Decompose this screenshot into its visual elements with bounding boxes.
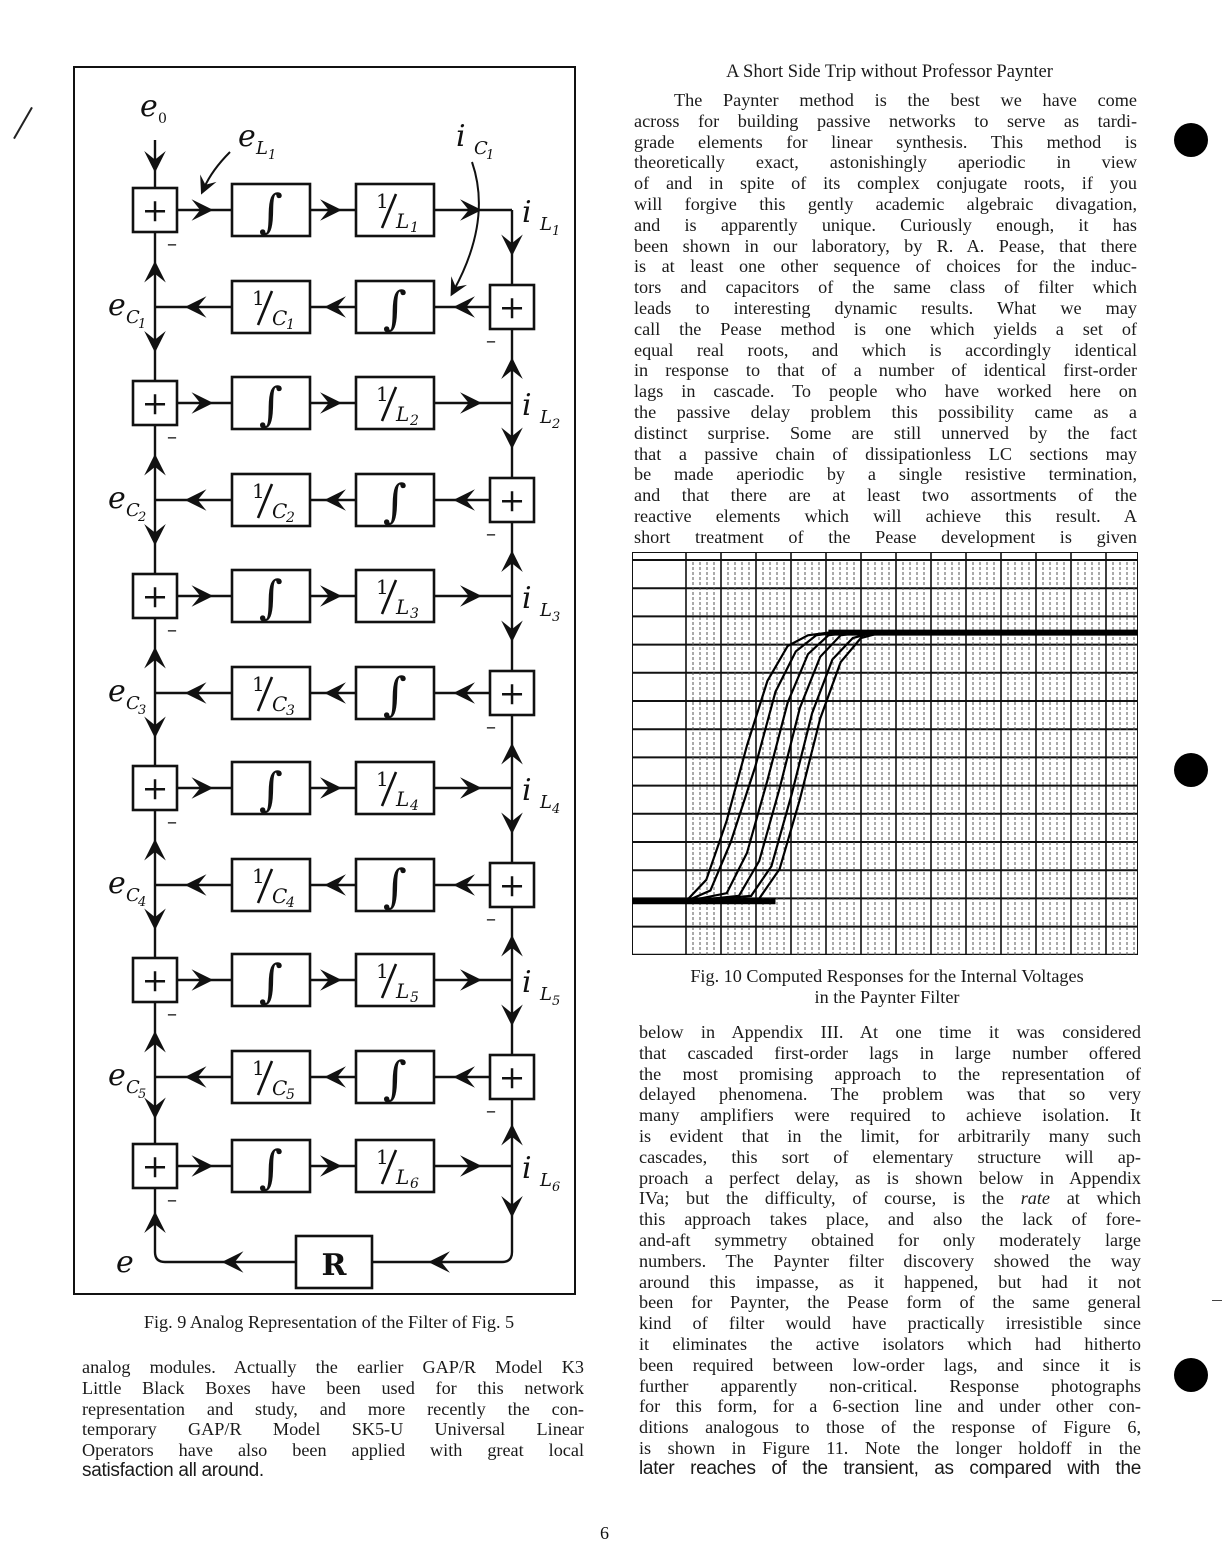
- label-iL1: i: [522, 195, 532, 230]
- text-line: further apparently non-critical. Response photographs: [639, 1375, 1141, 1396]
- label-iL4-sub: L: [540, 792, 552, 813]
- text-line: IVa; but the difficulty, of course, is the rate at which: [639, 1188, 1141, 1209]
- annotation-iC1: i: [456, 119, 466, 154]
- numerator-one: 1: [252, 672, 265, 696]
- annotation-eL1: e: [238, 119, 256, 154]
- integral-icon: ∫: [259, 570, 283, 624]
- label-iL3-sub: L: [540, 600, 552, 621]
- left-column-text: [82, 1357, 584, 1482]
- plus-symbol: +: [498, 288, 526, 326]
- text-line: distinct surprise. Some are still unnerved by the fact: [634, 422, 1137, 443]
- label-iL6: i: [522, 1151, 532, 1186]
- denominator-subscript: 6: [410, 1176, 419, 1192]
- integral-icon: ∫: [383, 667, 407, 721]
- plus-symbol: +: [498, 1058, 526, 1096]
- denominator-subscript: 3: [286, 703, 295, 719]
- integral-icon: ∫: [259, 377, 283, 431]
- text-line: proach a perfect delay, as is shown below in Appendix: [639, 1167, 1141, 1188]
- figure-10-caption-line2: in the Paynter Filter: [814, 986, 960, 1007]
- label-iL5: i: [522, 965, 532, 1000]
- minus-sign: –: [486, 521, 496, 545]
- numerator-one: 1: [376, 767, 389, 791]
- denominator-subscript: 2: [410, 413, 419, 429]
- numerator-one: 1: [376, 382, 389, 406]
- text-line: is at least one other sequence of choices for the induc-: [634, 256, 1137, 277]
- wire-corner: [502, 1252, 512, 1262]
- annotation-arrow-eL1: [204, 152, 230, 188]
- output-label-e: e: [116, 1245, 134, 1280]
- resistor-label: R: [321, 1248, 347, 1283]
- figure-10-caption-line1: Fig. 10 Computed Responses for the Internal Voltages: [690, 966, 1084, 986]
- label-iL5-sub: L: [540, 984, 552, 1005]
- text-line: numbers. The Paynter filter discovery showed the way: [639, 1250, 1141, 1271]
- text-line: lags in cascade. To people who have worked here on: [634, 381, 1137, 402]
- binder-hole-2: [1174, 753, 1208, 787]
- text-line: be made aperiodic by a single resistive termination,: [634, 464, 1137, 485]
- text-line: theoretically exact, astonishingly aperiodic in view: [634, 152, 1137, 173]
- label-eC4-subsub: 4: [138, 895, 147, 910]
- label-eC2-subsub: 2: [138, 510, 147, 525]
- label-eC5-subsub: 5: [138, 1087, 147, 1102]
- inductor-gain-1: [356, 184, 434, 236]
- integral-icon: ∫: [383, 1051, 407, 1105]
- minus-sign: –: [167, 231, 177, 255]
- text-line: tors and capacitors of the same class of filter which: [634, 277, 1137, 298]
- label-iL2-subsub: 2: [552, 417, 561, 432]
- integral-icon: ∫: [259, 184, 283, 238]
- text-line: for this form, for a 6-section line and under other con-: [639, 1396, 1141, 1417]
- wire-corner: [155, 1252, 165, 1262]
- text-line: Operators have also been applied with great local: [82, 1440, 584, 1461]
- text-line: in response to that of a number of identical first-order: [634, 360, 1137, 381]
- label-eC1-subsub: 1: [138, 317, 147, 332]
- plot-frame: [632, 552, 1138, 955]
- inductor-gain-6: [356, 1140, 434, 1192]
- label-eC4-sub: C: [126, 885, 140, 906]
- label-eC5: e: [108, 1058, 126, 1093]
- text-line: reactive elements which will achieve this result. A: [634, 505, 1137, 526]
- label-iL4-subsub: 4: [552, 802, 561, 817]
- denominator-subscript: 2: [286, 510, 295, 526]
- text-line: the passive delay problem this possibility came as a: [634, 401, 1137, 422]
- denominator-subscript: 4: [410, 798, 419, 814]
- text-line: representation and study, and more recently the con-: [82, 1398, 584, 1419]
- minus-sign: –: [167, 1001, 177, 1025]
- text-line: kind of filter would have practically irresistible since: [639, 1313, 1141, 1334]
- text-line: been shown in our laboratory, by R. A. Pease, that there: [634, 235, 1137, 256]
- binder-hole-1: [1174, 123, 1208, 157]
- label-iL1-sub: L: [540, 214, 552, 235]
- binder-hole-3: [1174, 1358, 1208, 1392]
- minus-sign: –: [167, 1187, 177, 1211]
- label-eC3-sub: C: [126, 693, 140, 714]
- left-column-last-line: satisfaction all around.: [82, 1459, 264, 1481]
- annotation-iC1-sub: C: [474, 138, 488, 159]
- annotation-eL1-sub: L: [256, 138, 268, 159]
- inductor-gain-3: [356, 570, 434, 622]
- numerator-one: 1: [252, 479, 265, 503]
- label-eC3-subsub: 3: [138, 703, 147, 718]
- denominator-subscript: 1: [410, 220, 419, 236]
- section-heading: A Short Side Trip without Professor Paynter: [726, 62, 1053, 82]
- minus-sign: –: [167, 617, 177, 641]
- minus-sign: –: [167, 809, 177, 833]
- label-iL2-sub: L: [540, 407, 552, 428]
- minus-sign: –: [167, 424, 177, 448]
- numerator-one: 1: [376, 959, 389, 983]
- integral-icon: ∫: [259, 954, 283, 1008]
- text-line: the most promising approach to the representation of: [639, 1063, 1141, 1084]
- label-eC4: e: [108, 866, 126, 901]
- text-line: temporary GAP/R Model SK5-U Universal Linear: [82, 1419, 584, 1440]
- plus-symbol: +: [141, 961, 169, 999]
- input-label-e0: e: [140, 89, 158, 124]
- label-iL4: i: [522, 773, 532, 808]
- integral-icon: ∫: [383, 859, 407, 913]
- denominator-letter: L: [396, 787, 410, 811]
- figure-10-chart: [632, 552, 1138, 955]
- integral-icon: ∫: [383, 474, 407, 528]
- label-iL1-subsub: 1: [552, 224, 561, 239]
- text-line: been for Paynter, the Pease form of the same general: [639, 1292, 1141, 1313]
- capacitor-gain-2: [232, 474, 310, 526]
- page-number: 6: [600, 1523, 609, 1543]
- minus-sign: –: [486, 1098, 496, 1122]
- inductor-gain-5: [356, 954, 434, 1006]
- label-eC3: e: [108, 674, 126, 709]
- text-line: will forgive this gently academic algebraic divagation,: [634, 193, 1137, 214]
- right-column-top-text: [634, 90, 1137, 548]
- numerator-one: 1: [252, 286, 265, 310]
- text-line: Little Black Boxes have been used for this network: [82, 1377, 584, 1398]
- minus-sign: –: [486, 328, 496, 352]
- text-line: grade elements for linear synthesis. This method is: [634, 131, 1137, 152]
- label-iL2: i: [522, 388, 532, 423]
- text-line: short treatment of the Pease development is given: [634, 526, 1137, 547]
- numerator-one: 1: [376, 1145, 389, 1169]
- text-line: many amplifiers were required to achieve isolation. It: [639, 1105, 1141, 1126]
- plus-symbol: +: [141, 191, 169, 229]
- text-line: that a passive chain of dissipationless LC sections may: [634, 443, 1137, 464]
- label-iL5-subsub: 5: [552, 994, 561, 1009]
- figure-9-diagram: [0, 0, 600, 1300]
- inductor-gain-4: [356, 762, 434, 814]
- label-eC1-sub: C: [126, 307, 140, 328]
- text-line: across for building passive networks to serve as tardi-: [634, 110, 1137, 131]
- text-line: The Paynter method is the best we have come: [674, 90, 1137, 110]
- text-line: been required between low-order lags, and since it is: [639, 1354, 1141, 1375]
- right-column-last-line: later reaches of the transient, as compared with the: [639, 1457, 1141, 1479]
- denominator-letter: L: [396, 402, 410, 426]
- annotation-eL1-subsub: 1: [268, 148, 277, 163]
- minus-sign: –: [486, 714, 496, 738]
- italic-word: rate: [1020, 1188, 1050, 1209]
- label-eC2-sub: C: [126, 500, 140, 521]
- plus-symbol: +: [141, 1147, 169, 1185]
- denominator-letter: L: [396, 209, 410, 233]
- plus-symbol: +: [141, 769, 169, 807]
- denominator-subscript: 5: [286, 1087, 295, 1103]
- inductor-gain-2: [356, 377, 434, 429]
- integral-icon: ∫: [259, 762, 283, 816]
- denominator-letter: L: [396, 979, 410, 1003]
- right-column-bottom-text: [639, 1022, 1141, 1480]
- denominator-letter: L: [396, 1165, 410, 1189]
- annotation-arrow-iC1: [454, 162, 479, 290]
- numerator-one: 1: [376, 189, 389, 213]
- label-eC5-sub: C: [126, 1077, 140, 1098]
- label-iL6-subsub: 6: [552, 1180, 561, 1195]
- label-iL3: i: [522, 581, 532, 616]
- text-line: and that there are at least two assortments of the: [634, 485, 1137, 506]
- numerator-one: 1: [252, 864, 265, 888]
- figure-9-caption: Fig. 9 Analog Representation of the Filter of Fig. 5: [143, 1312, 515, 1332]
- denominator-letter: C: [272, 692, 288, 716]
- capacitor-gain-1: [232, 281, 310, 333]
- text-line: leads to interesting dynamic results. What we may: [634, 297, 1137, 318]
- denominator-subscript: 1: [286, 317, 295, 333]
- plus-symbol: +: [141, 577, 169, 615]
- text-line: is shown in Figure 11. Note the longer holdoff in the: [639, 1437, 1141, 1458]
- text-line: call the Pease method is one which yields a set of: [634, 318, 1137, 339]
- text-line: analog modules. Actually the earlier GAP/R Model K3: [82, 1357, 584, 1377]
- text-line: is evident that in the limit, for arbitrarily many such: [639, 1125, 1141, 1146]
- plus-symbol: +: [498, 674, 526, 712]
- text-line: cascades, this sort of elementary structure will ap-: [639, 1146, 1141, 1167]
- plus-symbol: +: [141, 384, 169, 422]
- text-line: below in Appendix III. At one time it was considered: [639, 1022, 1141, 1042]
- label-eC1: e: [108, 288, 126, 323]
- text-line: and is apparently unique. Curiously enough, it has: [634, 214, 1137, 235]
- capacitor-gain-4: [232, 859, 310, 911]
- plus-symbol: +: [498, 481, 526, 519]
- denominator-letter: C: [272, 1076, 288, 1100]
- numerator-one: 1: [376, 575, 389, 599]
- text-line: ditions analogous to those of the response of Figure 6,: [639, 1417, 1141, 1438]
- denominator-letter: C: [272, 499, 288, 523]
- denominator-subscript: 3: [410, 606, 419, 622]
- text-line: delayed phenomena. The problem was that so very: [639, 1084, 1141, 1105]
- input-label-sub: 0: [158, 111, 167, 127]
- annotation-iC1-subsub: 1: [486, 148, 495, 163]
- label-eC2: e: [108, 481, 126, 516]
- denominator-letter: C: [272, 884, 288, 908]
- plus-symbol: +: [498, 866, 526, 904]
- text-line: and-aft symmetry obtained for only moderately large: [639, 1229, 1141, 1250]
- text-line: this approach takes place, and also the lack of fore-: [639, 1209, 1141, 1230]
- denominator-letter: C: [272, 306, 288, 330]
- denominator-letter: L: [396, 595, 410, 619]
- capacitor-gain-5: [232, 1051, 310, 1103]
- label-iL6-sub: L: [540, 1170, 552, 1191]
- integral-icon: ∫: [383, 281, 407, 335]
- denominator-subscript: 5: [410, 990, 419, 1006]
- figure-10-caption: [632, 966, 1142, 1007]
- capacitor-gain-3: [232, 667, 310, 719]
- integral-icon: ∫: [259, 1140, 283, 1194]
- denominator-subscript: 4: [286, 895, 295, 911]
- text-line: it eliminates the active isolators which had hitherto: [639, 1333, 1141, 1354]
- text-line: that cascaded first-order lags in large number offered: [639, 1042, 1141, 1063]
- text-line: around this impasse, as it happened, but had it not: [639, 1271, 1141, 1292]
- minus-sign: –: [486, 906, 496, 930]
- margin-mark: [1212, 1300, 1222, 1301]
- numerator-one: 1: [252, 1056, 265, 1080]
- text-line: equal real roots, and which is accordingly identical: [634, 339, 1137, 360]
- label-iL3-subsub: 3: [552, 610, 561, 625]
- text-line: of and in spite of its complex conjugate roots, if you: [634, 173, 1137, 194]
